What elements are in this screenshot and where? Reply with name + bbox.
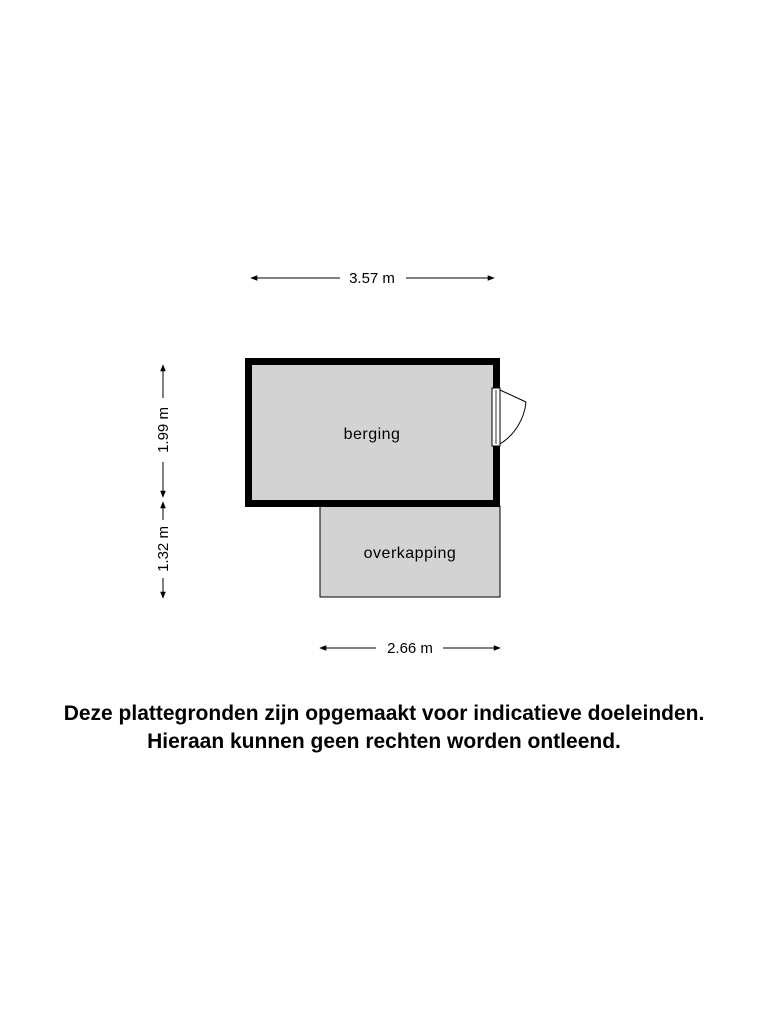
room-canopy [320, 506, 500, 597]
door [492, 388, 526, 446]
dimension-label: 2.66 m [387, 640, 433, 657]
room-label: overkapping [363, 545, 457, 562]
disclaimer-line-2: Hieraan kunnen geen rechten worden ontleend. [147, 730, 621, 753]
dimension-bottom-width [320, 640, 500, 657]
room-label: berging [343, 426, 401, 443]
disclaimer-line-1: Deze plattegronden zijn opgemaakt voor indicatieve doeleinden. [63, 702, 705, 725]
dimension-label: 3.57 m [349, 270, 395, 287]
dimension-canopy-depth [155, 502, 172, 598]
dimension-label: 1.99 m [155, 407, 172, 453]
dimension-top-width [251, 270, 494, 287]
dimension-label: 1.32 m [155, 526, 172, 572]
room-storage [249, 362, 497, 504]
dimension-storage-depth [155, 365, 172, 497]
